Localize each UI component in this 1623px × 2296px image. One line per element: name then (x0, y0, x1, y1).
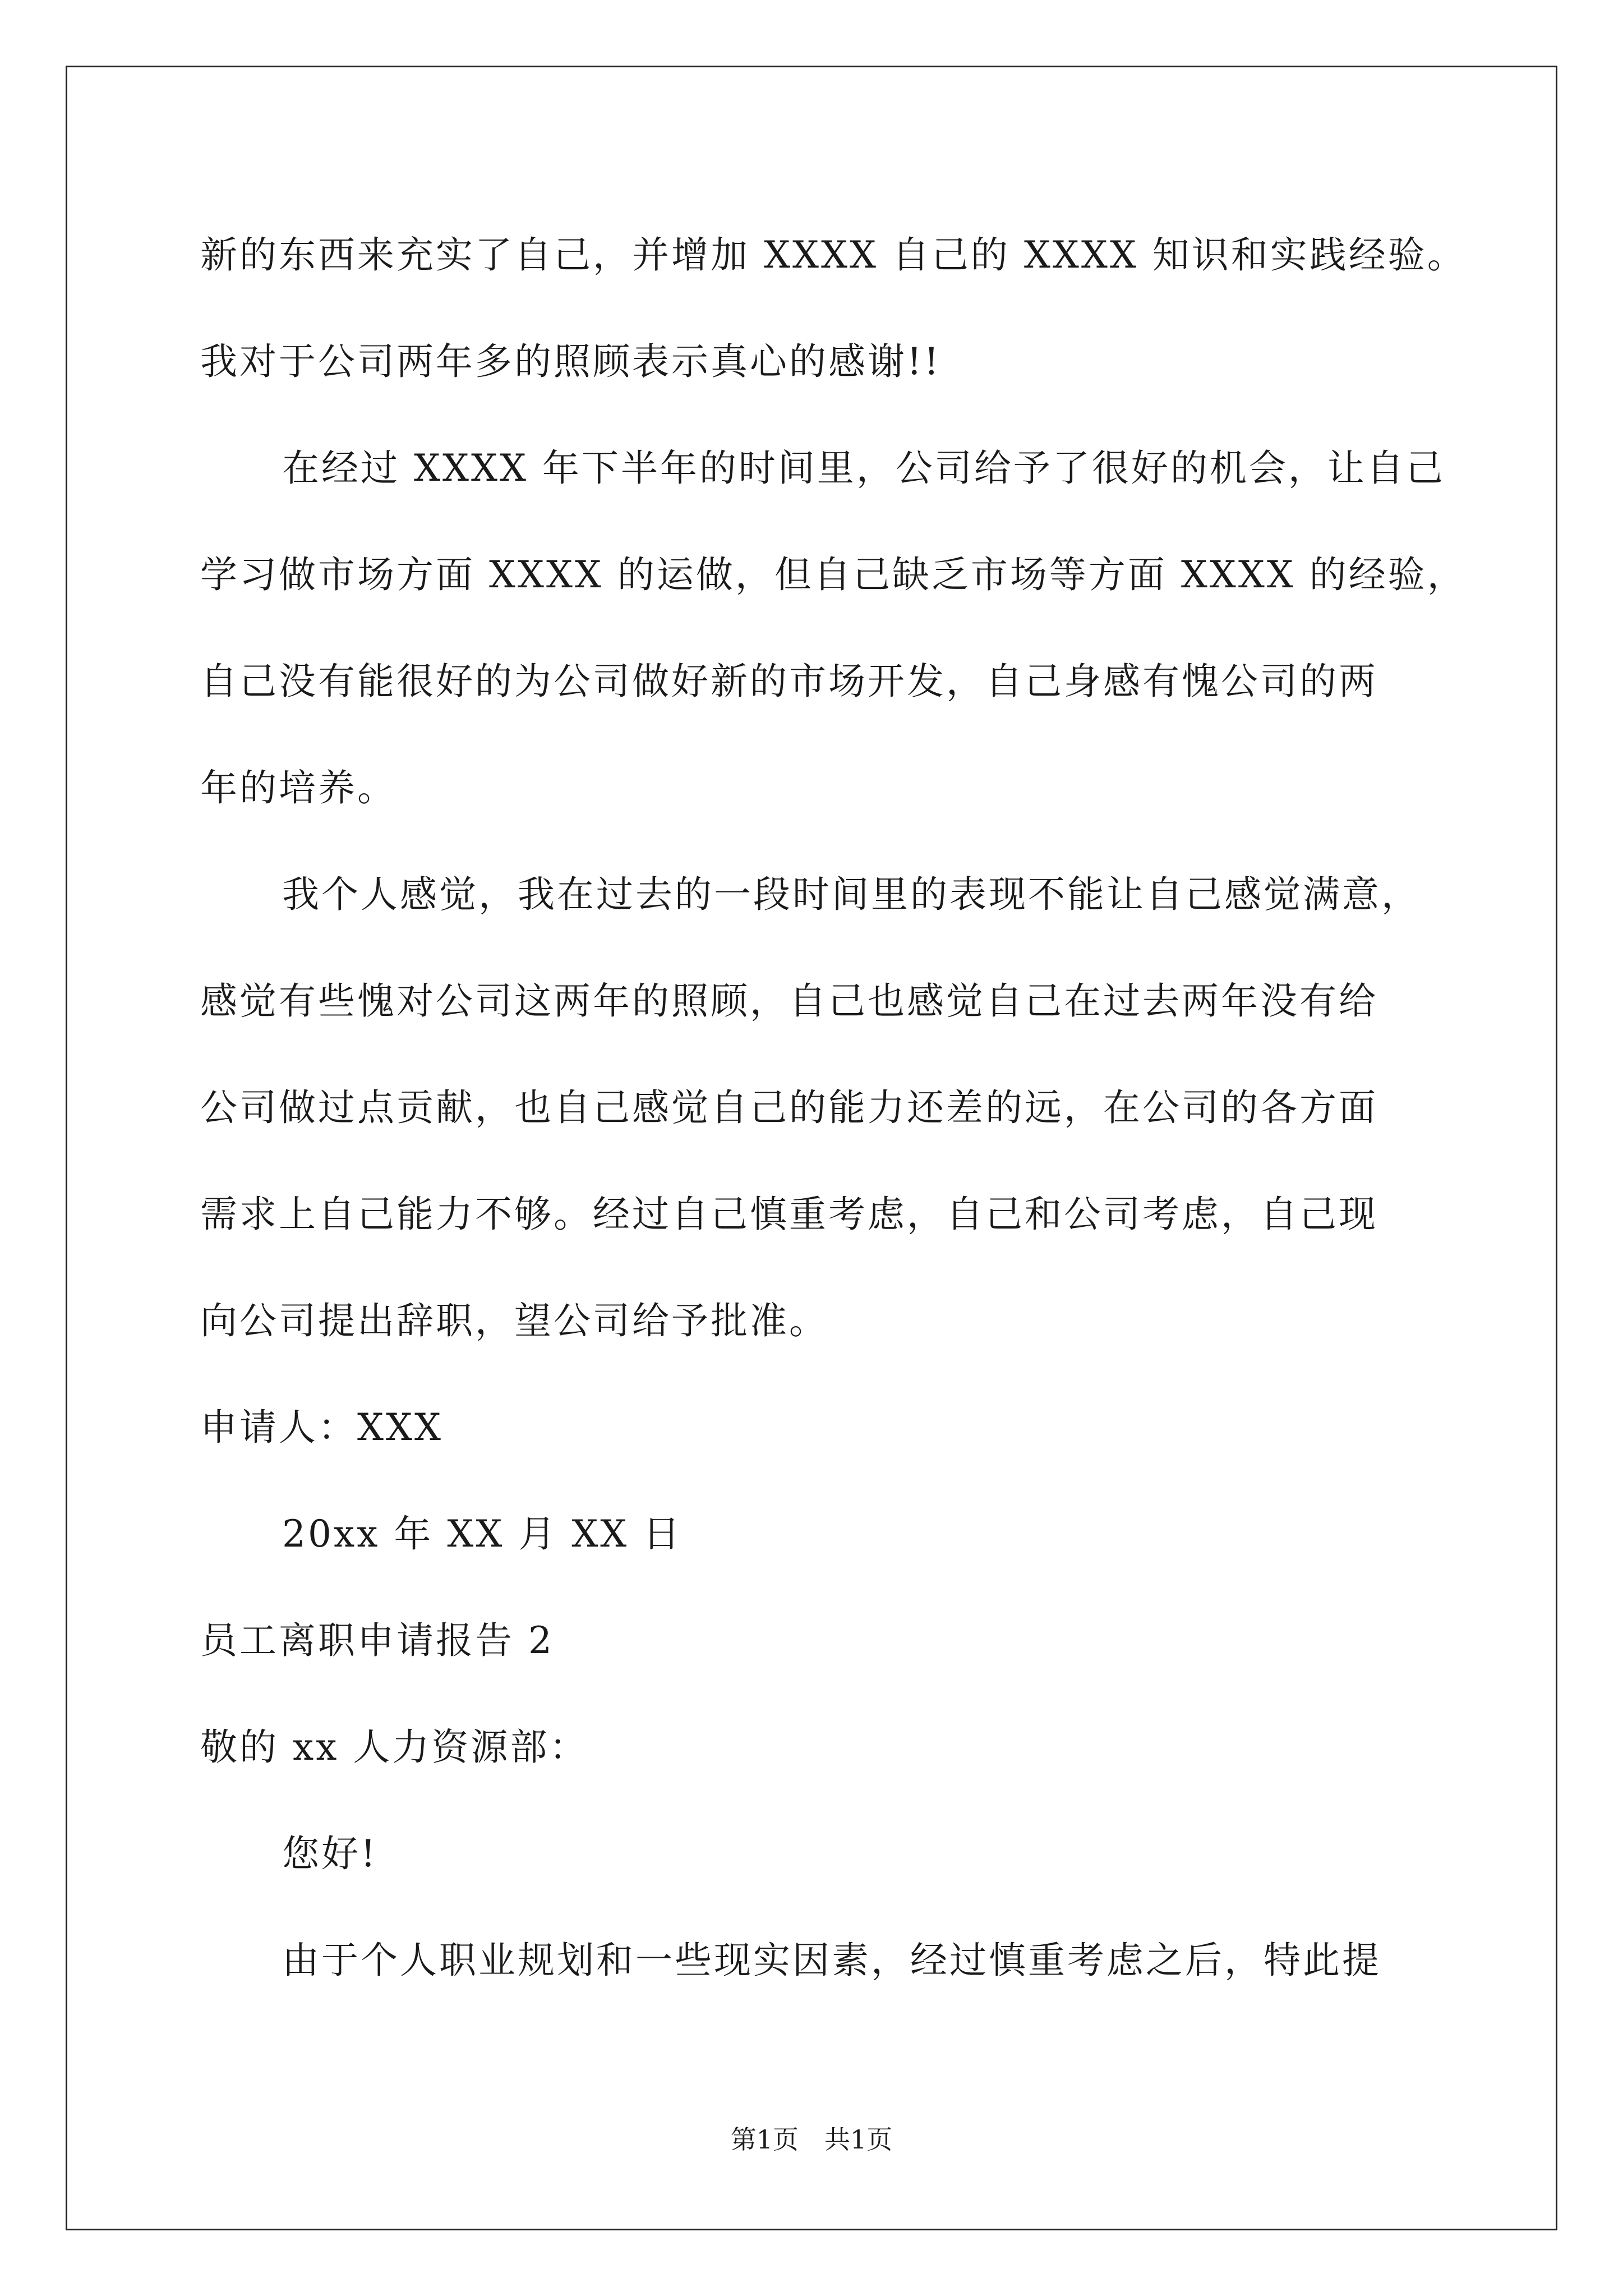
text-line-5: 自己没有能很好的为公司做好新的市场开发，自己身感有愧公司的两 (200, 660, 1378, 703)
text-line-6: 年的培养。 (200, 766, 396, 809)
salutation-line: 敬的 xx 人力资源部： (200, 1726, 589, 1769)
text-line-11: 向公司提出辞职，望公司给予批准。 (200, 1299, 828, 1342)
text-line-7: 我个人感觉，我在过去的一段时间里的表现不能让自己感觉满意， (282, 873, 1421, 916)
page-total: 共1页 (824, 2124, 893, 2155)
text-line-9: 公司做过点贡献，也自己感觉自己的能力还差的远，在公司的各方面 (200, 1086, 1378, 1129)
text-line-17: 由于个人职业规划和一些现实因素，经过慎重考虑之后，特此提 (282, 1939, 1381, 1982)
text-line-3: 在经过 XXXX 年下半年的时间里，公司给予了很好的机会，让自己 (282, 447, 1445, 490)
date-line: 20xx 年 XX 月 XX 日 (282, 1512, 683, 1556)
text-line-2: 我对于公司两年多的照顾表示真心的感谢!! (200, 340, 942, 383)
page-footer (0, 2123, 1623, 2156)
page-number: 第1页 (730, 2124, 799, 2155)
document-body (200, 202, 1467, 2014)
text-line-4: 学习做市场方面 XXXX 的运做，但自己缺乏市场等方面 XXXX 的经验， (200, 553, 1467, 596)
text-line-10: 需求上自己能力不够。经过自己慎重考虑，自己和公司考虑，自己现 (200, 1193, 1378, 1236)
section-title: 员工离职申请报告 2 (200, 1619, 554, 1662)
greeting-line: 您好! (282, 1832, 378, 1875)
text-line-1: 新的东西来充实了自己，并增加 XXXX 自己的 XXXX 知识和实践经验。 (200, 233, 1467, 277)
applicant-line: 申请人：XXX (200, 1406, 443, 1449)
text-line-8: 感觉有些愧对公司这两年的照顾，自己也感觉自己在过去两年没有给 (200, 979, 1378, 1023)
